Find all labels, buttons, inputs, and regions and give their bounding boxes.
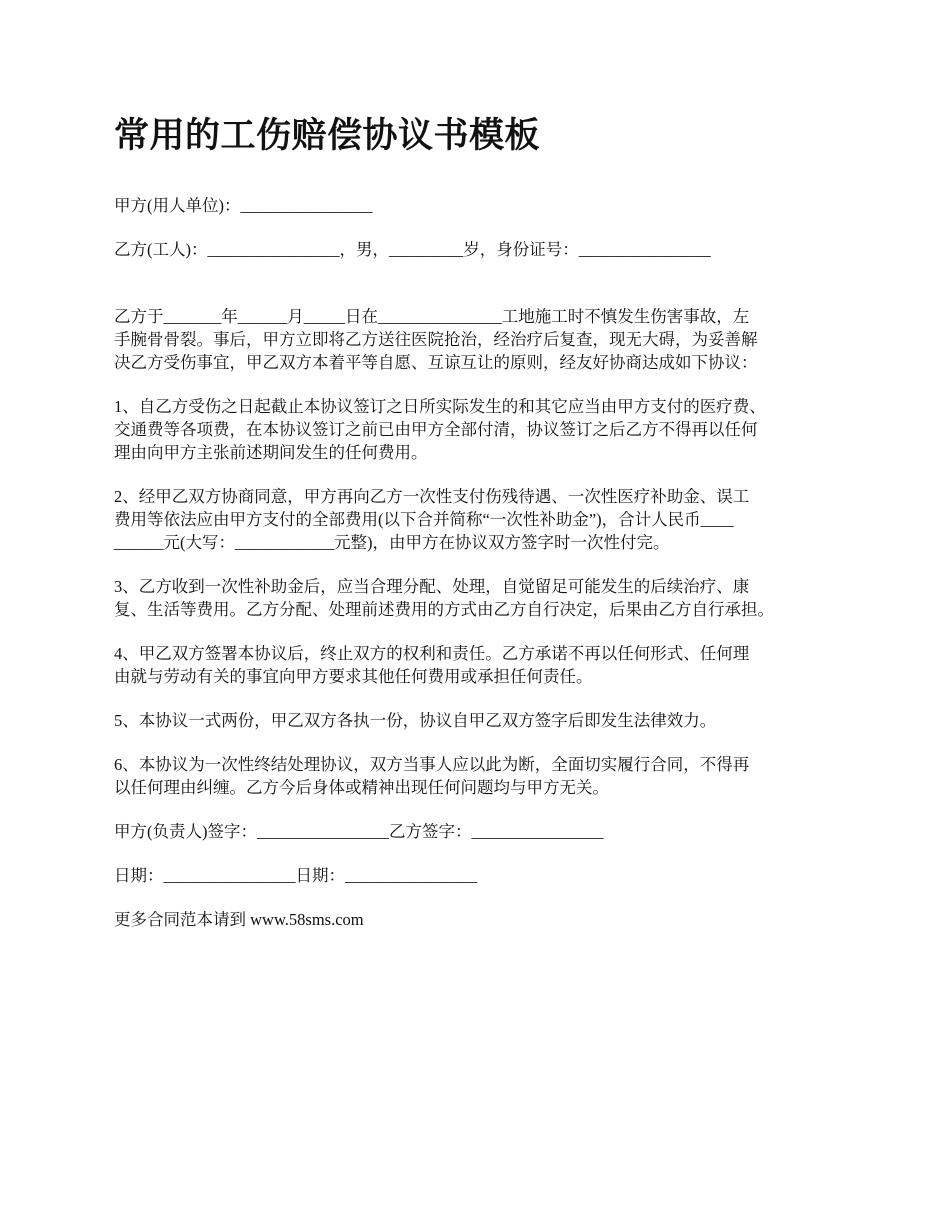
clause-2 — [114, 485, 854, 554]
clause-5 — [114, 709, 854, 732]
intro-line: 决乙方受伤事宜，甲乙双方本着平等自愿、互谅互让的原则，经友好协商达成如下协议： — [114, 353, 758, 372]
intro-paragraph — [114, 282, 854, 374]
signature-line: 甲方(负责人)签字：________________乙方签字：________________ — [114, 822, 604, 841]
intro-line: 手腕骨骨裂。事后，甲方立即将乙方送往医院抢治，经治疗后复查，现无大碍，为妥善解 — [114, 330, 758, 349]
clause-3 — [114, 575, 854, 621]
clause-line: 3、乙方收到一次性补助金后，应当合理分配、处理，自觉留足可能发生的后续治疗、康 — [114, 577, 750, 596]
footer-link-text: 更多合同范本请到 www.58sms.com — [114, 910, 364, 929]
clause-line: 4、甲乙双方签署本协议后，终止双方的权利和责任。乙方承诺不再以任何形式、任何理 — [114, 644, 750, 663]
clause-line: 5、本协议一式两份，甲乙双方各执一份，协议自甲乙双方签字后即发生法律效力。 — [114, 711, 717, 730]
document-title: 常用的工伤赔偿协议书模板 — [114, 116, 541, 156]
document-body — [114, 108, 854, 952]
clause-line: 复、生活等费用。乙方分配、处理前述费用的方式由乙方自行决定，后果由乙方自行承担。 — [114, 600, 774, 619]
party-a-line: 甲方(用人单位)：________________ — [114, 196, 373, 215]
clause-4 — [114, 642, 854, 688]
party-b-line: 乙方(工人)：________________，男，_________岁，身份证号：________________ — [114, 240, 711, 259]
clause-line: 交通费等各项费，在本协议签订之前已由甲方全部付清，协议签订之后乙方不得再以任何 — [114, 420, 758, 439]
clause-line: 6、本协议为一次性终结处理协议，双方当事人应以此为断，全面切实履行合同，不得再 — [114, 755, 750, 774]
intro-line: 乙方于_______年______月_____日在_______________工地施工时不慎发生伤害事故，左 — [114, 307, 750, 326]
clause-line: 2、经甲乙双方协商同意，甲方再向乙方一次性支付伤残待遇、一次性医疗补助金、误工 — [114, 487, 750, 506]
clause-line: ______元(大写：____________元整)，由甲方在协议双方签字时一次性付完。 — [114, 533, 670, 552]
clause-line: 以任何理由纠缠。乙方今后身体或精神出现任何问题均与甲方无关。 — [114, 778, 609, 797]
clause-6 — [114, 753, 854, 799]
date-line: 日期：________________日期：________________ — [114, 866, 477, 885]
clause-line: 理由向甲方主张前述期间发生的任何费用。 — [114, 443, 428, 462]
clause-1 — [114, 395, 854, 464]
clause-line: 费用等依法应由甲方支付的全部费用(以下合并简称“一次性补助金”)，合计人民币____ — [114, 510, 734, 529]
clause-line: 1、自乙方受伤之日起截止本协议签订之日所实际发生的和其它应当由甲方支付的医疗费、 — [114, 397, 766, 416]
clause-line: 由就与劳动有关的事宜向甲方要求其他任何费用或承担任何责任。 — [114, 667, 593, 686]
